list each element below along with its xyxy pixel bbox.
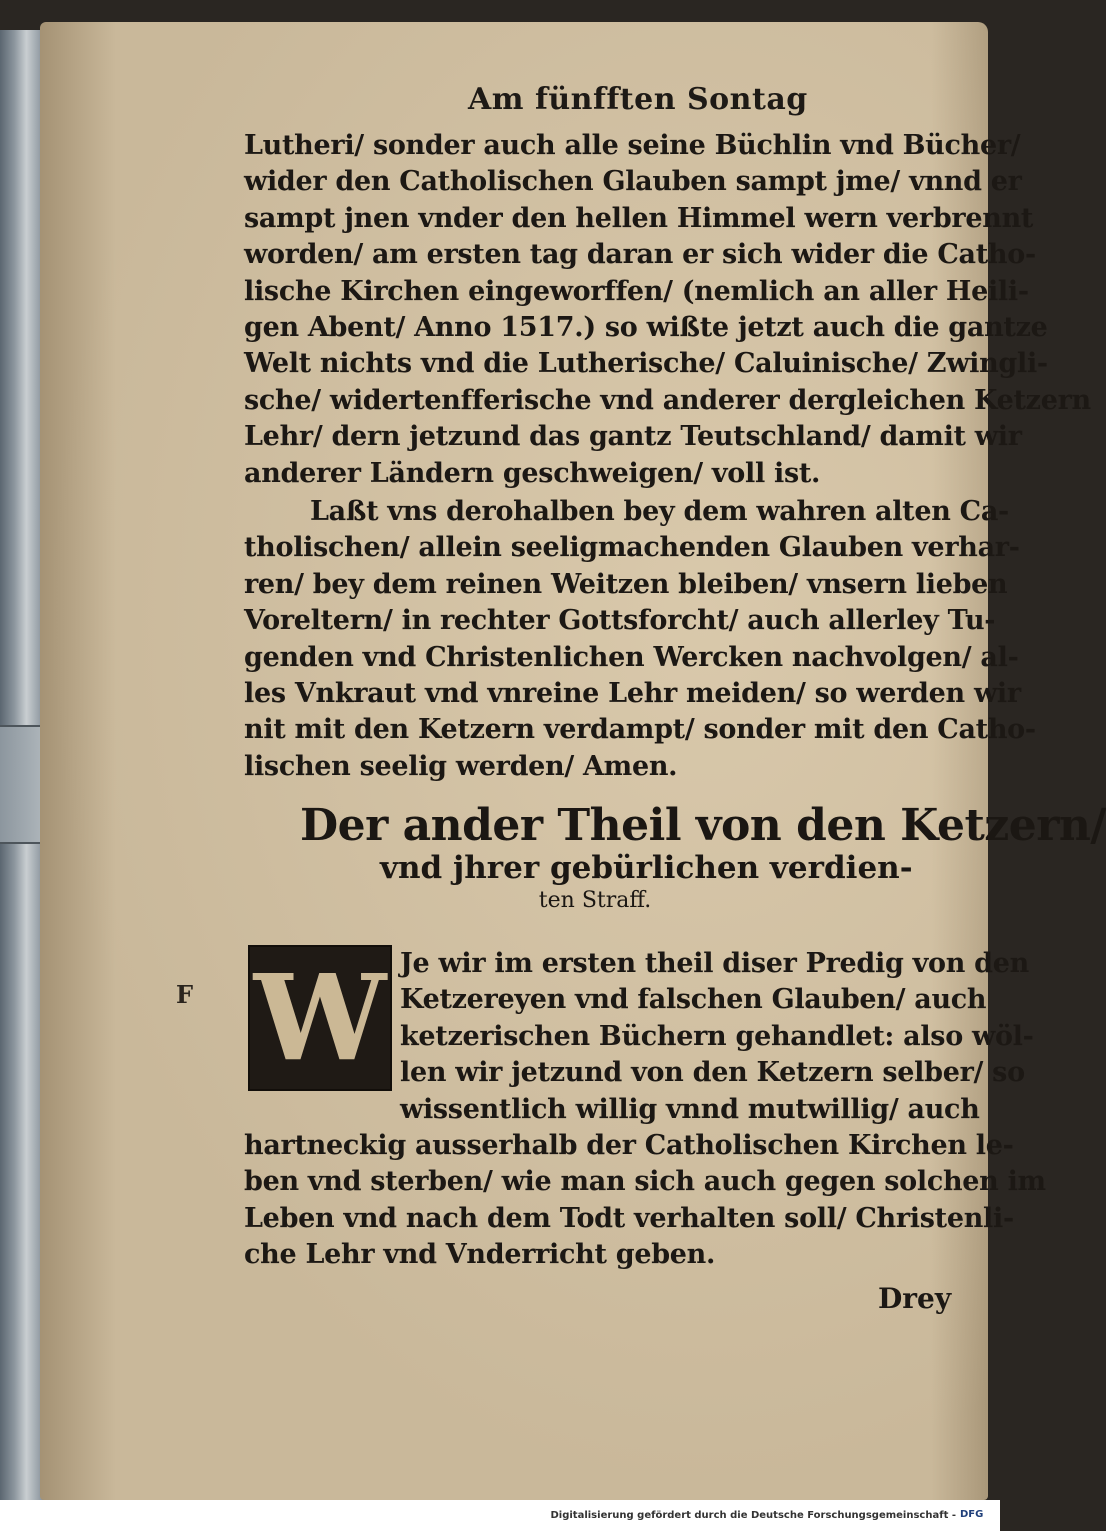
catchword: Drey bbox=[878, 1282, 952, 1315]
text-line: lische Kirchen eingeworffen/ (nemlich an aller Heili- bbox=[244, 275, 1029, 307]
text-line: ren/ bey dem reinen Weitzen bleiben/ vnsern lieben bbox=[244, 568, 1008, 600]
text-line: hartneckig ausserhalb der Catholischen Kirchen le- bbox=[244, 1129, 1014, 1161]
text-line: Lutheri/ sonder auch alle seine Büchlin vnd Bücher/ bbox=[244, 130, 1021, 161]
text-line: lischen seelig werden/ Amen. bbox=[244, 750, 678, 782]
margin-mark: F bbox=[176, 980, 194, 1009]
text-line: ben vnd sterben/ wie man sich auch gegen solchen im bbox=[244, 1166, 1046, 1198]
paragraph-3 bbox=[244, 946, 1046, 1274]
running-head: Am fünfften Sontag bbox=[468, 82, 808, 117]
text-line: Ketzereyen vnd falschen Glauben/ auch bbox=[400, 984, 987, 1016]
section-heading-line-3: ten Straff. bbox=[538, 888, 652, 913]
text-line: nit mit den Ketzern verdampt/ sonder mit den Catho- bbox=[244, 714, 1036, 746]
text-line: che Lehr vnd Vnderricht geben. bbox=[244, 1239, 716, 1271]
text-line: sampt jnen vnder den hellen Himmel wern verbrennt bbox=[244, 202, 1034, 234]
text-line: wider den Catholischen Glauben sampt jme/ vnnd er bbox=[244, 166, 1022, 198]
text-line: Welt nichts vnd die Lutherische/ Caluinische/ Zwingli- bbox=[244, 348, 1048, 380]
paragraph-1 bbox=[244, 128, 1091, 492]
dfg-logo-icon: DFG bbox=[960, 1509, 984, 1520]
text-line: len wir jetzund von den Ketzern selber/ so bbox=[400, 1057, 1025, 1089]
text-line: Je wir im ersten theil diser Predig von den bbox=[400, 948, 1029, 979]
section-heading: Der ander Theil von den Ketzern/ bbox=[300, 800, 1106, 851]
text-line: gen Abent/ Anno 1517.) so wißte jetzt auch die gantze bbox=[244, 311, 1048, 343]
text-line: tholischen/ allein seeligmachenden Glauben verhar- bbox=[244, 532, 1020, 564]
text-line: anderer Ländern geschweigen/ voll ist. bbox=[244, 457, 821, 489]
text-line: Laßt vns derohalben bey dem wahren alten Ca- bbox=[310, 496, 1009, 527]
section-heading-line-2: vnd jhrer gebürlichen verdien- bbox=[380, 850, 913, 886]
text-line: Leben vnd nach dem Todt verhalten soll/ Christenli- bbox=[244, 1202, 1014, 1234]
text-line: Voreltern/ in rechter Gottsforcht/ auch allerley Tu- bbox=[244, 605, 996, 637]
text-line: worden/ am ersten tag daran er sich wider die Catho- bbox=[244, 239, 1036, 271]
paragraph-2 bbox=[244, 494, 1036, 785]
initial-letter: W bbox=[253, 948, 387, 1087]
text-line: Lehr/ dern jetzund das gantz Teutschland/ damit wir bbox=[244, 421, 1022, 453]
text-line: sche/ widertenfferische vnd anderer dergleichen Ketzern bbox=[244, 384, 1091, 416]
footer-bar bbox=[0, 1500, 1000, 1531]
text-line: genden vnd Christenlichen Wercken nachvolgen/ al- bbox=[244, 641, 1019, 673]
text-line: wissentlich willig vnnd mutwillig/ auch bbox=[400, 1093, 980, 1125]
text-line: ketzerischen Büchern gehandlet: also wöl- bbox=[400, 1020, 1034, 1052]
text-line: les Vnkraut vnd vnreine Lehr meiden/ so werden wir bbox=[244, 677, 1021, 709]
funding-notice: Digitalisierung gefördert durch die Deutsche Forschungsgemeinschaft - bbox=[550, 1510, 956, 1521]
